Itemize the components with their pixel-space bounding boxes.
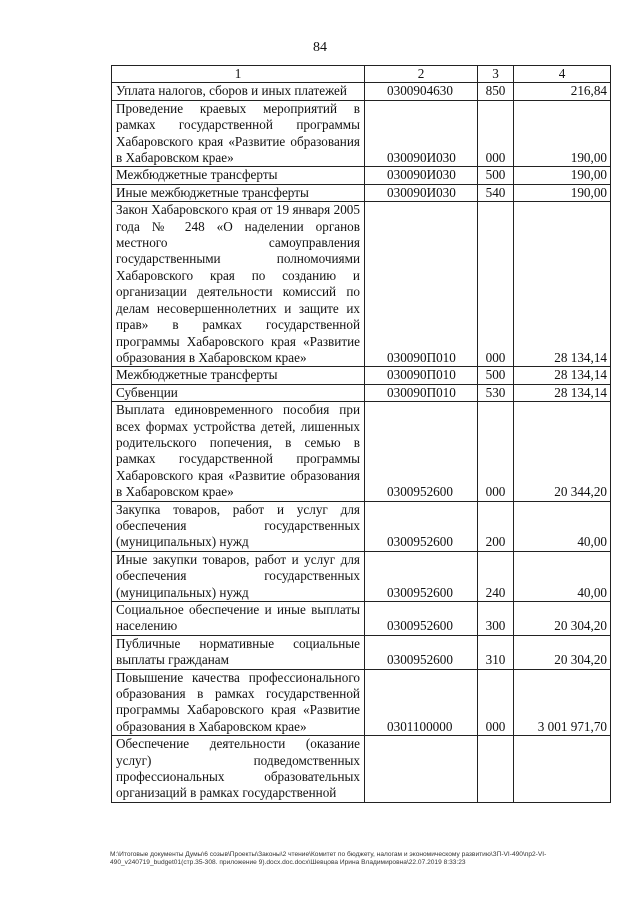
row-code: 0300952600 — [365, 602, 478, 636]
budget-table — [111, 65, 611, 803]
table-row — [112, 367, 611, 384]
table-row — [112, 184, 611, 201]
row-expense-type: 240 — [478, 551, 514, 601]
row-name: Межбюджетные трансферты — [112, 367, 365, 384]
table-row — [112, 384, 611, 401]
table-header-row — [112, 66, 611, 83]
row-amount: 40,00 — [514, 501, 611, 551]
row-amount: 40,00 — [514, 551, 611, 601]
row-code: 030090П010 — [365, 367, 478, 384]
row-code: 0300904630 — [365, 83, 478, 100]
row-expense-type: 500 — [478, 167, 514, 184]
table-row — [112, 402, 611, 501]
row-amount: 20 344,20 — [514, 402, 611, 501]
row-code: 030090П010 — [365, 202, 478, 367]
row-code — [365, 736, 478, 803]
row-code: 0300952600 — [365, 635, 478, 669]
row-name: Закон Хабаровского края от 19 января 2005 года № 248 «О наделении органов местного самоуправления государственными полномочиями Хабаровского края по созданию и организации деятельности комиссий по делам несовершеннолетних и защите их прав» в рамках государственной программы Хабаровского края «Развитие образования в Хабаровском крае» — [112, 202, 365, 367]
row-code: 030090И030 — [365, 100, 478, 167]
table-row — [112, 551, 611, 601]
row-expense-type: 000 — [478, 202, 514, 367]
row-amount — [514, 736, 611, 803]
row-expense-type: 000 — [478, 669, 514, 736]
row-amount: 20 304,20 — [514, 602, 611, 636]
row-amount: 28 134,14 — [514, 367, 611, 384]
row-expense-type: 850 — [478, 83, 514, 100]
row-expense-type: 530 — [478, 384, 514, 401]
table-row — [112, 602, 611, 636]
row-name: Закупка товаров, работ и услуг для обеспечения государственных (муниципальных) нужд — [112, 501, 365, 551]
table-row — [112, 202, 611, 367]
column-header-3: 3 — [478, 66, 514, 83]
row-expense-type: 300 — [478, 602, 514, 636]
row-name: Уплата налогов, сборов и иных платежей — [112, 83, 365, 100]
row-name: Выплата единовременного пособия при всех формах устройства детей, лишенных родительского попечения, в семью в рамках государственной программы Хабаровского края «Развитие образования в Хабаровском крае» — [112, 402, 365, 501]
row-code: 0301100000 — [365, 669, 478, 736]
table-row — [112, 167, 611, 184]
row-amount: 190,00 — [514, 184, 611, 201]
row-amount: 28 134,14 — [514, 384, 611, 401]
row-code: 030090П010 — [365, 384, 478, 401]
table-row — [112, 635, 611, 669]
row-expense-type: 000 — [478, 402, 514, 501]
page-number: 84 — [313, 40, 327, 55]
row-expense-type: 500 — [478, 367, 514, 384]
column-header-2: 2 — [365, 66, 478, 83]
table-row — [112, 100, 611, 167]
row-amount: 190,00 — [514, 100, 611, 167]
row-name: Проведение краевых мероприятий в рамках государственной программы Хабаровского края «Развитие образования в Хабаровском крае» — [112, 100, 365, 167]
row-code: 0300952600 — [365, 402, 478, 501]
row-expense-type: 310 — [478, 635, 514, 669]
row-amount: 28 134,14 — [514, 202, 611, 367]
row-name: Иные межбюджетные трансферты — [112, 184, 365, 201]
row-expense-type: 000 — [478, 100, 514, 167]
row-name: Социальное обеспечение и иные выплаты населению — [112, 602, 365, 636]
row-name: Повышение качества профессионального образования в рамках государственной программы Хабаровского края «Развитие образования в Хабаровском крае» — [112, 669, 365, 736]
row-code: 0300952600 — [365, 551, 478, 601]
row-expense-type: 200 — [478, 501, 514, 551]
row-code: 0300952600 — [365, 501, 478, 551]
table-row — [112, 501, 611, 551]
document-path-footer: М:\Итоговые документы Думы\6 созыв\Проекты\Законы\2 чтение\Комитет по бюджету, налогам и экономическому развитию\ЗП-VI-490\пр2-VI-490_v240719_budget01(стр.35-308. приложение 9).docx.doc.docx\Шевцова Ирина Владимировна\22.07.2019 8:33:23 — [110, 851, 547, 867]
column-header-4: 4 — [514, 66, 611, 83]
row-amount: 20 304,20 — [514, 635, 611, 669]
table-row — [112, 669, 611, 736]
row-name: Межбюджетные трансферты — [112, 167, 365, 184]
row-amount: 190,00 — [514, 167, 611, 184]
row-expense-type: 540 — [478, 184, 514, 201]
row-name: Публичные нормативные социальные выплаты гражданам — [112, 635, 365, 669]
table-row — [112, 83, 611, 100]
row-amount: 216,84 — [514, 83, 611, 100]
row-name: Иные закупки товаров, работ и услуг для обеспечения государственных (муниципальных) нужд — [112, 551, 365, 601]
row-name: Субвенции — [112, 384, 365, 401]
column-header-1: 1 — [112, 66, 365, 83]
row-code: 030090И030 — [365, 167, 478, 184]
row-amount: 3 001 971,70 — [514, 669, 611, 736]
row-name: Обеспечение деятельности (оказание услуг) подведомственных профессиональных образовательных организаций в рамках государственной — [112, 736, 365, 803]
table-row — [112, 736, 611, 803]
row-expense-type — [478, 736, 514, 803]
row-code: 030090И030 — [365, 184, 478, 201]
